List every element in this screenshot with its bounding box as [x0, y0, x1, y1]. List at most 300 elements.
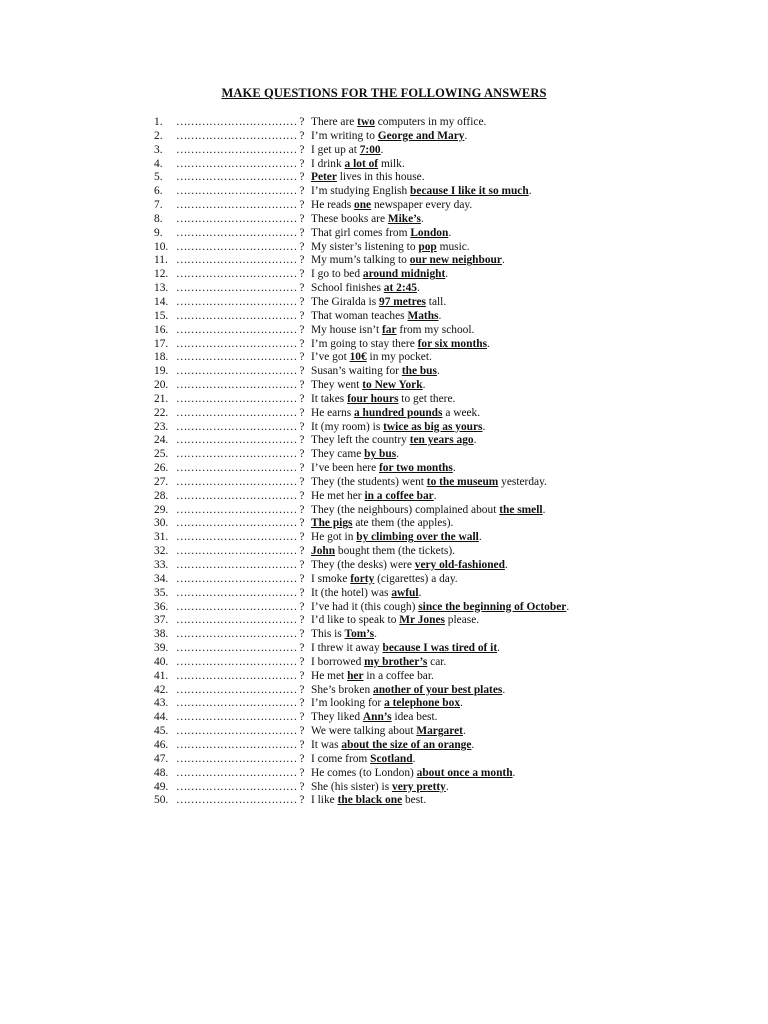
answer-sentence [311, 587, 421, 601]
answer-text-after: (cigarettes) a day. [374, 572, 458, 585]
answer-sentence [311, 725, 466, 739]
list-item [154, 434, 634, 448]
answer-sentence [311, 351, 432, 365]
answer-text-after: . [464, 129, 468, 142]
answer-text-before: I come from [311, 752, 371, 765]
answer-target: because I was tired of it [382, 642, 498, 655]
answer-text-before: They came [311, 448, 365, 461]
answer-blank: …………………………… ? [176, 282, 305, 295]
answer-sentence [311, 545, 455, 559]
answer-sentence [311, 684, 505, 698]
answer-target: one [354, 199, 372, 212]
answer-text-after: . [542, 503, 546, 516]
answer-text-after: . [528, 185, 532, 198]
item-number: 32. [154, 545, 169, 558]
answer-blank: …………………………… ? [176, 738, 305, 751]
answer-text-after: . [418, 586, 422, 599]
list-item [154, 213, 634, 227]
answer-blank: …………………………… ? [176, 572, 305, 585]
answer-text-after: tall. [425, 295, 447, 308]
list-item [154, 753, 634, 767]
item-number: 14. [154, 295, 169, 308]
answer-sentence [311, 199, 472, 213]
answer-target: far [382, 323, 397, 336]
item-number: 23. [154, 420, 169, 433]
answer-target: 10€ [349, 351, 367, 364]
answer-sentence [311, 254, 505, 268]
answer-text-before: He comes (to London) [311, 766, 417, 779]
item-number: 38. [154, 628, 169, 641]
answer-blank: …………………………… ? [176, 185, 305, 198]
answer-target: John [311, 545, 336, 558]
list-item [154, 407, 634, 421]
answer-blank: …………………………… ? [176, 669, 305, 682]
answer-text-after: . [417, 282, 420, 295]
answer-sentence [311, 324, 474, 338]
answer-sentence [311, 338, 490, 352]
item-number: 46. [154, 738, 169, 751]
answer-sentence [311, 628, 377, 642]
answer-sentence [311, 268, 448, 282]
answer-text-after: . [412, 752, 416, 765]
answer-target: in a coffee bar [364, 489, 434, 502]
list-item [154, 531, 634, 545]
answer-blank: …………………………… ? [176, 683, 305, 696]
list-item [154, 725, 634, 739]
answer-text-after: bought them (the tickets). [335, 545, 455, 558]
answer-text-before: I get up at [311, 143, 360, 156]
answer-blank: …………………………… ? [176, 697, 305, 710]
answer-sentence [311, 601, 569, 615]
answer-text-after: . [504, 559, 508, 571]
answer-text-before: My mum’s talking to [311, 254, 410, 267]
answer-sentence [311, 767, 515, 781]
answer-blank: …………………………… ? [176, 212, 305, 225]
item-number: 10. [154, 240, 169, 253]
answer-text-after: . [497, 642, 500, 655]
answer-blank: …………………………… ? [176, 503, 305, 516]
list-item [154, 573, 634, 587]
list-item [154, 351, 634, 365]
answer-text-before: He met [311, 669, 348, 682]
answer-text-before: These books are [311, 212, 388, 225]
item-number: 48. [154, 766, 169, 779]
answer-target: 97 metres [379, 295, 426, 308]
answer-text-after: milk. [378, 157, 405, 170]
item-number: 22. [154, 406, 169, 419]
list-item [154, 338, 634, 352]
answer-target: around midnight [362, 268, 446, 281]
answer-text-before: I’m writing to [311, 129, 378, 142]
answer-sentence [311, 753, 415, 767]
answer-sentence [311, 697, 463, 711]
item-number: 30. [154, 517, 169, 530]
answer-sentence [311, 227, 451, 241]
answer-target: ten years ago [409, 434, 474, 447]
answer-text-before: This is [311, 628, 345, 641]
answer-blank: …………………………… ? [176, 157, 305, 170]
item-number: 47. [154, 752, 169, 765]
answer-text-before: I’m studying English [311, 185, 411, 198]
item-number: 44. [154, 711, 169, 724]
answer-text-before: It was [311, 738, 342, 751]
answer-text-after: . [566, 600, 570, 613]
answer-blank: …………………………… ? [176, 254, 305, 267]
answer-text-before: We were talking about [311, 725, 417, 738]
item-number: 45. [154, 725, 169, 738]
answer-text-after: . [473, 434, 477, 447]
item-number: 8. [154, 212, 163, 225]
list-item [154, 656, 634, 670]
answer-sentence [311, 158, 405, 172]
answer-text-before: My sister’s listening to [311, 240, 419, 253]
list-item [154, 282, 634, 296]
answer-blank: …………………………… ? [176, 434, 305, 447]
answer-sentence [311, 711, 437, 725]
answer-text-after: best. [402, 794, 427, 807]
answer-sentence [311, 490, 437, 504]
item-number: 31. [154, 531, 169, 544]
answer-target: our new neighbour [409, 254, 502, 267]
answer-target: very old-fashioned [414, 559, 505, 571]
answer-target: at 2:45 [383, 282, 417, 295]
answer-sentence [311, 504, 545, 518]
answer-blank: …………………………… ? [176, 351, 305, 364]
answer-target: the black one [337, 794, 403, 807]
answer-text-after: . [462, 725, 466, 738]
answer-text-after: . [374, 628, 377, 641]
item-number: 16. [154, 323, 169, 336]
answer-text-before: It (the hotel) was [311, 586, 392, 599]
answer-blank: …………………………… ? [176, 226, 305, 239]
question-list [154, 116, 634, 808]
item-number: 3. [154, 143, 163, 156]
answer-target: very pretty [392, 780, 446, 793]
list-item [154, 794, 634, 808]
item-number: 42. [154, 683, 169, 696]
item-number: 11. [154, 254, 168, 267]
answer-sentence [311, 171, 425, 185]
answer-text-after: . [482, 420, 486, 433]
answer-text-before: I’d like to speak to [311, 614, 400, 627]
answer-sentence [311, 739, 474, 753]
answer-blank: …………………………… ? [176, 766, 305, 779]
answer-text-before: They (the students) went [311, 475, 427, 488]
answer-text-before: The Giralda is [311, 295, 380, 308]
answer-text-after: . [380, 143, 384, 156]
answer-blank: …………………………… ? [176, 295, 305, 308]
item-number: 5. [154, 171, 163, 184]
answer-target: a telephone box [384, 697, 461, 710]
answer-text-after: ate them (the apples). [352, 517, 454, 530]
answer-sentence [311, 296, 446, 310]
answer-sentence [311, 241, 470, 255]
answer-text-after: . [460, 697, 463, 710]
item-number: 17. [154, 337, 169, 350]
answer-target: The pigs [311, 517, 353, 530]
answer-text-before: She (his sister) is [311, 780, 392, 793]
answer-blank: …………………………… ? [176, 794, 305, 807]
list-item [154, 697, 634, 711]
item-number: 9. [154, 226, 163, 239]
answer-text-after: . [487, 337, 490, 350]
list-item [154, 116, 634, 130]
answer-text-after: lives in this house. [336, 171, 425, 184]
answer-sentence [311, 379, 425, 393]
answer-text-before: I’ve been here [311, 462, 379, 475]
list-item [154, 130, 634, 144]
answer-target: by climbing over the wall [356, 531, 479, 544]
answer-text-after: . [478, 531, 482, 544]
item-number: 34. [154, 572, 169, 585]
list-item [154, 171, 634, 185]
answer-text-before: It (my room) is [311, 420, 384, 433]
answer-target: since the beginning of October [418, 600, 567, 613]
answer-sentence [311, 185, 532, 199]
answer-text-after: in a coffee bar. [363, 669, 434, 682]
answer-text-after: . [422, 379, 426, 392]
list-item [154, 254, 634, 268]
answer-target: Maths [407, 309, 439, 322]
answer-target: Margaret [416, 725, 463, 738]
answer-text-before: He reads [311, 199, 355, 212]
list-item [154, 587, 634, 601]
answer-target: my brother’s [364, 655, 428, 668]
answer-target: the smell [499, 503, 543, 516]
answer-text-before: I threw it away [311, 642, 383, 655]
answer-blank: …………………………… ? [176, 628, 305, 641]
list-item [154, 268, 634, 282]
answer-sentence [311, 573, 458, 587]
answer-text-after: from my school. [396, 323, 475, 336]
list-item [154, 476, 634, 490]
answer-sentence [311, 476, 547, 490]
list-item [154, 601, 634, 615]
answer-target: her [347, 669, 364, 682]
answer-target: forty [350, 572, 375, 585]
item-number: 15. [154, 309, 169, 322]
answer-sentence [311, 531, 482, 545]
item-number: 40. [154, 655, 169, 668]
answer-blank: …………………………… ? [176, 171, 305, 184]
answer-target: awful [391, 586, 419, 599]
item-number: 1. [154, 116, 163, 128]
answer-blank: …………………………… ? [176, 116, 305, 128]
item-number: 7. [154, 199, 163, 212]
answer-blank: …………………………… ? [176, 199, 305, 212]
answer-target: Tom’s [344, 628, 375, 641]
list-item [154, 310, 634, 324]
answer-text-before: My house isn’t [311, 323, 382, 336]
item-number: 19. [154, 365, 169, 378]
answer-target: twice as big as yours [383, 420, 483, 433]
list-item [154, 781, 634, 795]
answer-blank: …………………………… ? [176, 614, 305, 627]
list-item [154, 684, 634, 698]
answer-text-before: I drink [311, 157, 345, 170]
answer-text-before: They liked [311, 711, 363, 724]
answer-text-before: He met her [311, 489, 365, 502]
list-item [154, 614, 634, 628]
answer-target: Mike’s [387, 212, 421, 225]
answer-target: a lot of [344, 157, 379, 170]
answer-text-before: It takes [311, 392, 348, 405]
answer-text-before: That woman teaches [311, 309, 408, 322]
answer-target: Scotland [370, 752, 413, 765]
answer-target: for two months [378, 462, 453, 475]
item-number: 35. [154, 586, 169, 599]
answer-blank: …………………………… ? [176, 780, 305, 793]
answer-target: George and Mary [377, 129, 465, 142]
list-item [154, 545, 634, 559]
answer-blank: …………………………… ? [176, 642, 305, 655]
answer-text-after: . [433, 489, 437, 502]
answer-blank: …………………………… ? [176, 586, 305, 599]
answer-blank: …………………………… ? [176, 240, 305, 253]
answer-text-before: They (the desks) were [311, 559, 415, 571]
list-item [154, 767, 634, 781]
answer-sentence [311, 116, 486, 130]
item-number: 2. [154, 129, 163, 142]
list-item [154, 144, 634, 158]
list-item [154, 490, 634, 504]
answer-target: Peter [311, 171, 337, 184]
answer-blank: …………………………… ? [176, 129, 305, 142]
answer-text-before: That girl comes from [311, 226, 411, 239]
answer-text-after: . [448, 226, 452, 239]
item-number: 29. [154, 503, 169, 516]
answer-text-before: She’s broken [311, 683, 374, 696]
answer-sentence [311, 448, 399, 462]
answer-sentence [311, 517, 453, 531]
answer-blank: …………………………… ? [176, 448, 305, 461]
item-number: 39. [154, 642, 169, 655]
answer-target: about once a month [416, 766, 513, 779]
item-number: 6. [154, 185, 163, 198]
answer-target: two [357, 116, 375, 128]
answer-target: Mr Jones [399, 614, 445, 627]
list-item [154, 739, 634, 753]
item-number: 24. [154, 434, 169, 447]
answer-text-after: idea best. [391, 711, 438, 724]
answer-sentence [311, 781, 449, 795]
answer-sentence [311, 310, 441, 324]
item-number: 33. [154, 559, 169, 571]
answer-text-after: . [420, 212, 424, 225]
answer-target: pop [418, 240, 437, 253]
answer-text-before: I like [311, 794, 338, 807]
answer-target: London [410, 226, 449, 239]
answer-text-after: . [445, 268, 449, 281]
item-number: 12. [154, 268, 169, 281]
list-item [154, 504, 634, 518]
answer-sentence [311, 130, 467, 144]
list-item [154, 711, 634, 725]
answer-sentence [311, 614, 479, 628]
item-number: 28. [154, 489, 169, 502]
answer-text-after: newspaper every day. [371, 199, 473, 212]
list-item [154, 628, 634, 642]
answer-text-after: . [512, 766, 516, 779]
list-item [154, 199, 634, 213]
answer-text-after: yesterday. [498, 475, 547, 488]
answer-target: four hours [347, 392, 399, 405]
answer-blank: …………………………… ? [176, 655, 305, 668]
answer-sentence [311, 421, 485, 435]
item-number: 26. [154, 462, 169, 475]
answer-blank: …………………………… ? [176, 517, 305, 530]
page-title: MAKE QUESTIONS FOR THE FOLLOWING ANSWERS [221, 86, 547, 100]
answer-sentence [311, 282, 420, 296]
answer-text-before: Susan’s waiting for [311, 365, 402, 378]
answer-text-after: . [471, 738, 475, 751]
answer-sentence [311, 407, 480, 421]
answer-sentence [311, 670, 434, 684]
answer-text-before: I’m going to stay there [311, 337, 418, 350]
answer-text-before: School finishes [311, 282, 384, 295]
answer-text-after: . [445, 780, 449, 793]
answer-sentence [311, 144, 383, 158]
answer-blank: …………………………… ? [176, 406, 305, 419]
answer-blank: …………………………… ? [176, 323, 305, 336]
answer-target: Ann’s [362, 711, 392, 724]
item-number: 21. [154, 392, 169, 405]
list-item [154, 185, 634, 199]
answer-blank: …………………………… ? [176, 600, 305, 613]
list-item [154, 393, 634, 407]
answer-text-before: I borrowed [311, 655, 365, 668]
item-number: 49. [154, 780, 169, 793]
answer-text-after: music. [436, 240, 470, 253]
answer-text-before: He got in [311, 531, 357, 544]
item-number: 13. [154, 282, 169, 295]
item-number: 36. [154, 600, 169, 613]
answer-sentence [311, 434, 476, 448]
answer-text-before: They left the country [311, 434, 410, 447]
answer-target: a hundred pounds [354, 406, 443, 419]
list-item [154, 559, 634, 573]
answer-sentence [311, 365, 440, 379]
answer-text-after: to get there. [398, 392, 456, 405]
list-item [154, 421, 634, 435]
answer-text-after: . [396, 448, 399, 461]
answer-blank: …………………………… ? [176, 711, 305, 724]
list-item [154, 642, 634, 656]
answer-text-before: They (the neighbours) complained about [311, 503, 500, 516]
answer-text-before: I smoke [311, 572, 351, 585]
answer-text-before: I’m looking for [311, 697, 385, 710]
answer-blank: …………………………… ? [176, 752, 305, 765]
answer-blank: …………………………… ? [176, 489, 305, 502]
answer-blank: …………………………… ? [176, 462, 305, 475]
answer-sentence [311, 794, 426, 808]
item-number: 4. [154, 157, 163, 170]
answer-target: by bus [364, 448, 397, 461]
answer-text-after: computers in my office. [374, 116, 487, 128]
item-number: 43. [154, 697, 169, 710]
item-number: 20. [154, 379, 169, 392]
list-item [154, 670, 634, 684]
answer-text-before: There are [311, 116, 358, 128]
item-number: 50. [154, 794, 169, 807]
answer-target: for six months [417, 337, 488, 350]
answer-blank: …………………………… ? [176, 392, 305, 405]
item-number: 37. [154, 614, 169, 627]
answer-text-after: in my pocket. [366, 351, 432, 364]
list-item [154, 227, 634, 241]
answer-target: the bus [401, 365, 437, 378]
answer-blank: …………………………… ? [176, 559, 305, 571]
